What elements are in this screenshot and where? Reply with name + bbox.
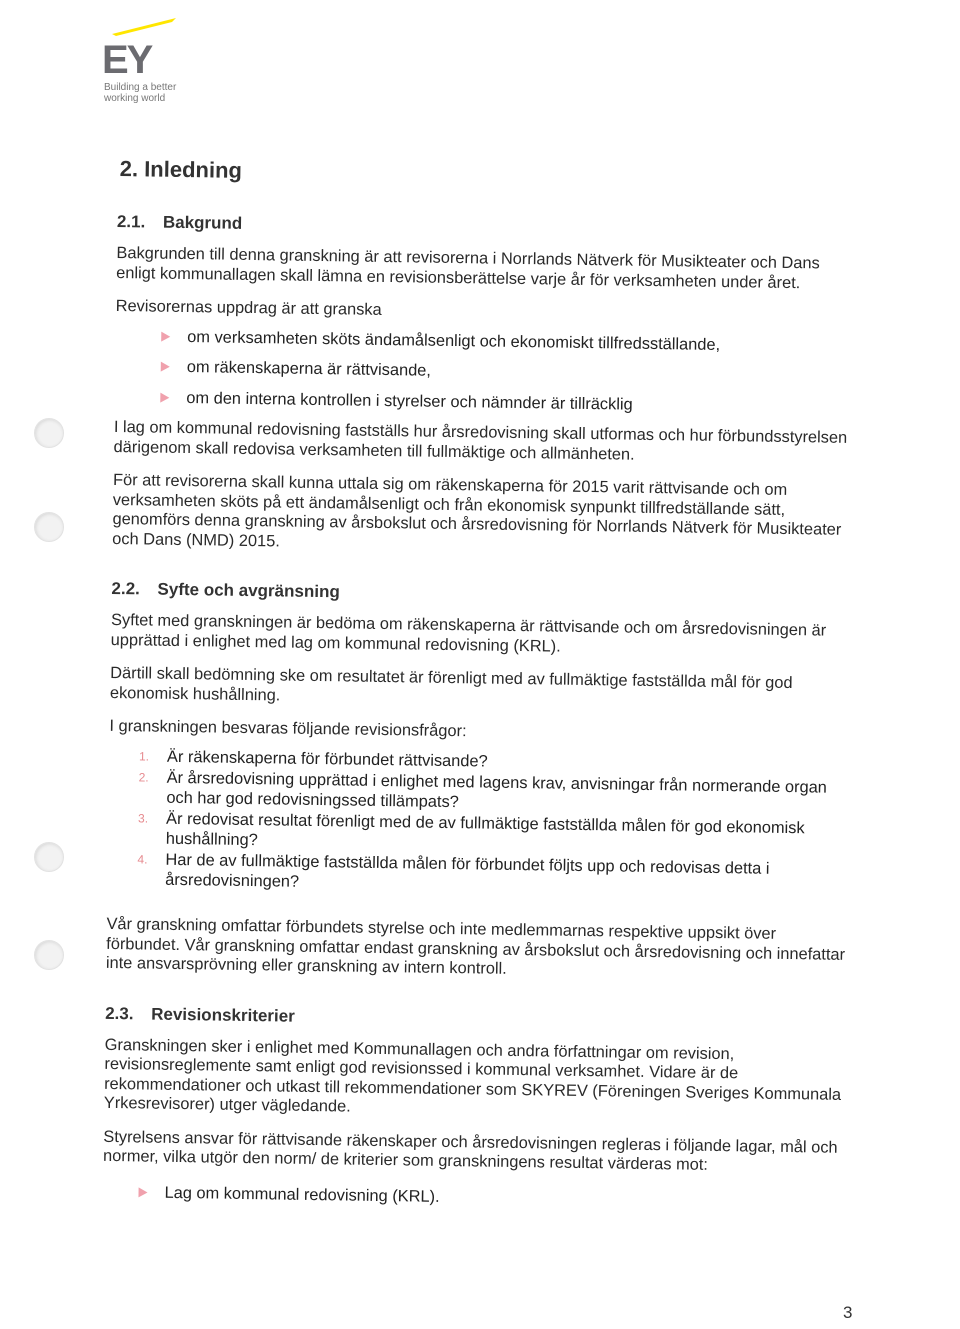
- paragraph: Granskningen sker i enlighet med Kommunallagen och andra författningar om revision, revisionsreglemente samt enligt god revisionssed i kommunal verksamhet. Vidare är de rekommendationer och utkast till rekommendationer som SKYREV (Föreningen Sveriges Kommunala Yrkesrevisorer) utger vägledande.: [103, 1035, 842, 1116]
- list-item: 4. Har de av fullmäktige fastställda målen för förbundet följts upp och redovisas detta i årsredovisningen?: [137, 850, 770, 891]
- list-item: 1. Är räkenskaperna för förbundet rättvisande?: [138, 747, 488, 771]
- question-list: [137, 747, 854, 900]
- bullet-triangle-icon: [138, 1187, 147, 1197]
- page-number: 3: [843, 1303, 853, 1322]
- list-item: om den interna kontrollen i styrelser och nämnder är tillräcklig: [156, 388, 859, 418]
- ey-beam-icon: [112, 18, 176, 36]
- list-item: om verksamheten sköts ändamålsenligt och ekonomiskt tillfredsställande,: [157, 327, 860, 357]
- section-title: Revisionskriterier: [151, 1004, 295, 1026]
- section-number: 2.1.: [116, 211, 146, 232]
- paragraph: Vår granskning omfattar förbundets styrelse och inte medlemmarnas respektive uppsikt över förbundet. Vår granskning omfattar endast granskning av årsbokslut och årsredovisning och innefattar inte ansvarsprövning eller granskning av intern kontroll.: [105, 914, 846, 978]
- list-number: 3.: [137, 811, 149, 826]
- section-title: Bakgrund: [162, 212, 243, 233]
- section-title: Syfte och avgränsning: [157, 579, 340, 602]
- section-heading-revisionskriterier: [105, 1003, 850, 1034]
- paragraph: För att revisorerna skall kunna uttala sig om räkenskaperna för 2015 varit rättvisande och om verksamheten sköts på ett ändamålsenligt och från ekonomisk synpunkt tillfredställande sätt, genomförs denna granskning av årsbokslut och årsredovisning för Norrlands Nätverk för Musikteater och Dans (NMD) 2015.: [112, 470, 842, 550]
- list-item: om räkenskaperna är rättvisande,: [157, 358, 860, 388]
- paragraph: Styrelsens ansvar för rättvisande räkenskaper och årsredovisningen regleras i följande lagar, mål och normer, vilka utgör den norm/ de kriterier som granskningens resultat värderas mot:: [102, 1127, 838, 1174]
- bullet-list: [156, 327, 860, 418]
- section-heading-syfte: [111, 579, 856, 610]
- paragraph: Revisorernas uppdrag är att granska: [115, 296, 382, 319]
- section-number: 2.2.: [111, 578, 140, 599]
- bullet-triangle-icon: [160, 392, 169, 402]
- punch-hole: [34, 418, 64, 448]
- paragraph: Därtill skall bedömning ske om resultatet är förenligt med av fullmäktige fastställda mål för god ekonomisk hushållning.: [109, 663, 793, 704]
- paragraph: I lag om kommunal redovisning fastställs hur årsredovisning skall utformas och hur förbundsstyrelsen därigenom skall redovisa verksamheten till fullmäktige och allmänheten.: [113, 417, 848, 464]
- punch-hole: [34, 940, 64, 970]
- punch-hole: [34, 842, 64, 872]
- bullet-list: [134, 1183, 847, 1213]
- bullet-triangle-icon: [161, 362, 170, 372]
- paragraph: I granskningen besvaras följande revisionsfrågor:: [109, 716, 467, 741]
- list-number: 4.: [137, 852, 148, 867]
- list-number: 2.: [138, 770, 149, 785]
- chapter-title: 2. Inledning: [119, 156, 243, 183]
- punch-hole: [34, 512, 64, 542]
- list-item: 2. Är årsredovisning upprättad i enlighet med lagens krav, anvisningar från normerande organ och har god redovisningssed tillämpats?: [138, 768, 828, 811]
- bullet-triangle-icon: [161, 331, 170, 341]
- paragraph: Bakgrunden till denna granskning är att revisorerna i Norrlands Nätverk för Musikteater och Dans enligt kommunallagen skall lämna en revisionsberättelse varje år för verksamheten under året.: [116, 243, 820, 292]
- ey-mark: EY: [102, 38, 152, 82]
- section-heading-bakgrund: [117, 212, 862, 243]
- list-item: 3. Är redovisat resultat förenligt med de av fullmäktige fastställda målen för god ekonomisk hushållning?: [137, 809, 805, 849]
- ey-logo: [102, 10, 212, 110]
- ey-tagline: Building a better working world: [104, 82, 177, 104]
- list-number: 1.: [138, 748, 150, 764]
- list-item: Lag om kommunal redovisning (KRL).: [134, 1183, 847, 1213]
- document-body: [102, 150, 863, 1224]
- paragraph: Syftet med granskningen är bedöma om räkenskaperna är rättvisande och om årsredovisningen är upprättad i enlighet med lag om kommunal redovisning (KRL).: [110, 610, 827, 656]
- section-number: 2.3.: [105, 1003, 134, 1023]
